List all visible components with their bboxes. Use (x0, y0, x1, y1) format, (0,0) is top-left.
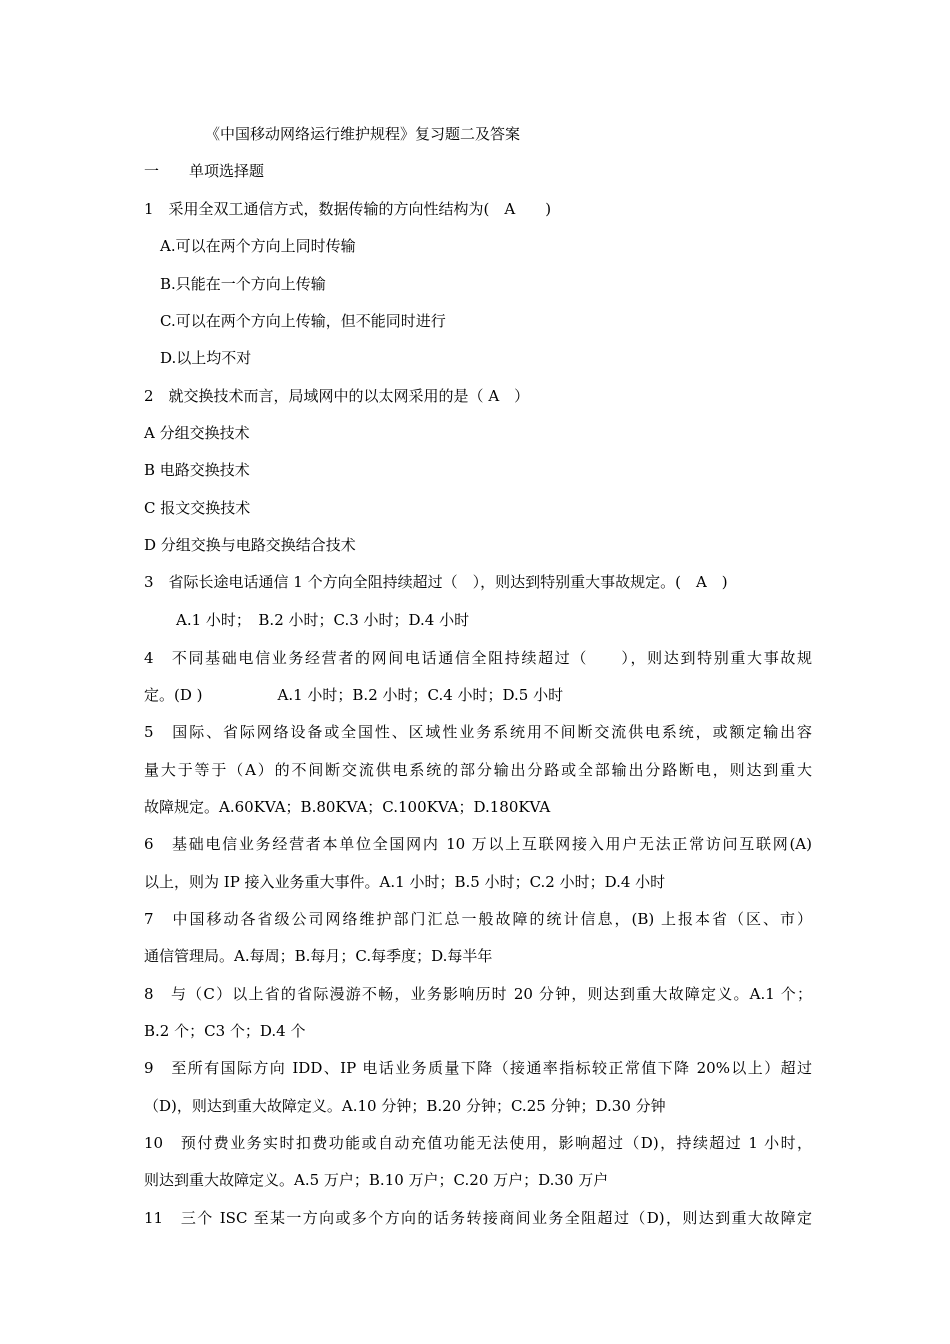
q1-option-c: C.可以在两个方向上传输，但不能同时进行 (160, 312, 446, 330)
question-8-line-1: 8 与（C）以上省的省际漫游不畅，业务影响历时 20 分钟，则达到重大故障定义。A.1 个； (144, 985, 812, 1003)
question-11-line-1: 11 三个 ISC 至某一方向或多个方向的话务转接商间业务全阻超过（D)，则达到重大故障定 (144, 1209, 812, 1227)
question-10-line-2: 则达到重大故障定义。A.5 万户；B.10 万户；C.20 万户；D.30 万户 (144, 1171, 609, 1189)
section-heading: 一 单项选择题 (144, 162, 265, 180)
question-9-line-2: （D)，则达到重大故障定义。A.10 分钟；B.20 分钟；C.25 分钟；D.30 分钟 (144, 1097, 666, 1115)
question-6-line-2: 以上，则为 IP 接入业务重大事件。A.1 小时；B.5 小时；C.2 小时；D.4 小时 (144, 873, 666, 891)
question-7-line-2: 通信管理局。A.每周；B.每月；C.每季度；D.每半年 (144, 947, 493, 965)
q1-option-d: D.以上均不对 (160, 349, 252, 367)
question-7-line-1: 7 中国移动各省级公司网络维护部门汇总一般故障的统计信息，(B) 上报本省（区、市） (144, 910, 812, 928)
question-9-line-1: 9 至所有国际方向 IDD、IP 电话业务质量下降（接通率指标较正常值下降 20%以上）超过 (144, 1059, 812, 1077)
q2-option-a: A 分组交换技术 (144, 424, 250, 442)
question-8-line-2: B.2 个；C3 个；D.4 个 (144, 1022, 306, 1040)
question-5-line-1: 5 国际、省际网络设备或全国性、区域性业务系统用不间断交流供电系统，或额定输出容 (144, 723, 812, 741)
question-5-line-3: 故障规定。A.60KVA；B.80KVA；C.100KVA；D.180KVA (144, 798, 551, 816)
question-5-line-2: 量大于等于（A）的不间断交流供电系统的部分输出分路或全部输出分路断电，则达到重大 (144, 761, 812, 779)
q2-option-c: C 报文交换技术 (144, 499, 251, 517)
q1-option-a: A.可以在两个方向上同时传输 (160, 237, 356, 255)
q2-option-b: B 电路交换技术 (144, 461, 250, 479)
q2-option-d: D 分组交换与电路交换结合技术 (144, 536, 356, 554)
question-4-line-2: 定。(D ) A.1 小时；B.2 小时；C.4 小时；D.5 小时 (144, 686, 564, 704)
doc-title: 《中国移动网络运行维护规程》复习题二及答案 (205, 125, 521, 143)
question-10-line-1: 10 预付费业务实时扣费功能或自动充值功能无法使用，影响超过（D)，持续超过 1 小时， (144, 1134, 812, 1152)
question-2: 2 就交换技术而言，局域网中的以太网采用的是（ A ） (144, 387, 530, 405)
question-4-line-1: 4 不同基础电信业务经营者的网间电话通信全阻持续超过（ ），则达到特别重大事故规 (144, 649, 812, 667)
q3-options: A.1 小时； B.2 小时；C.3 小时；D.4 小时 (176, 611, 470, 629)
question-1: 1 采用全双工通信方式，数据传输的方向性结构为( A ) (144, 200, 552, 218)
q1-option-b: B.只能在一个方向上传输 (160, 275, 326, 293)
question-3: 3 省际长途电话通信 1 个方向全阻持续超过（ ），则达到特别重大事故规定。( A ) (144, 573, 728, 591)
question-6-line-1: 6 基础电信业务经营者本单位全国网内 10 万以上互联网接入用户无法正常访问互联网(A) (144, 835, 812, 853)
